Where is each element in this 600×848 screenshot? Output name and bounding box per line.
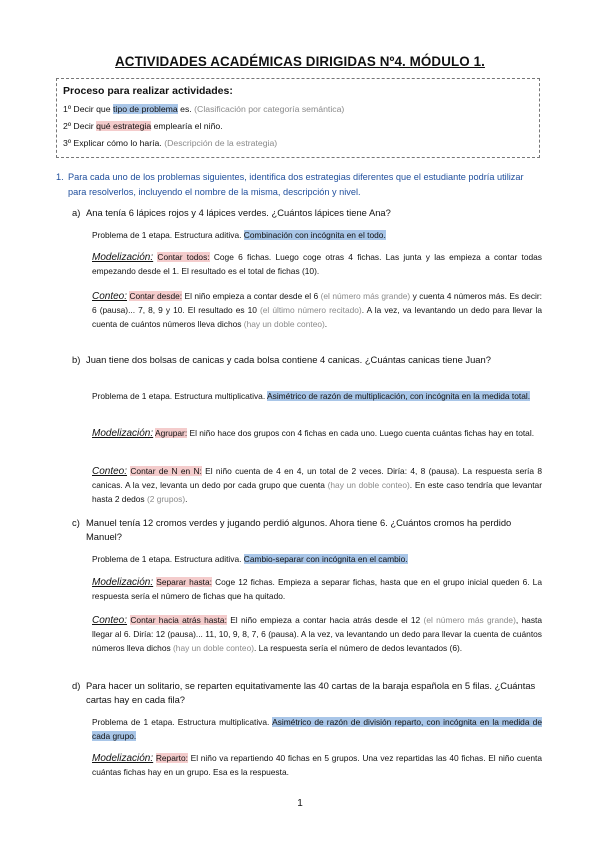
problem-b-strategy-2: Conteo: Contar de N en N: El niño cuenta de 4 en 4, un total de 2 veces. Diría: 4, 8 (pausa). La respuesta sería 8 canicas. A la vez, levanta un dedo por cada grupo que cuenta (hay un doble conteo). En este caso tendría que levantar hasta 2 dedos (2 grupos). bbox=[92, 466, 543, 504]
problem-d-type: Problema de 1 etapa. Estructura multiplicativa. Asimétrico de razón de división reparto, con incógnita en la medida de cada grupo. bbox=[92, 717, 542, 741]
problem-c-strategy-1: Modelización: Separar hasta: Coge 12 fichas. Empieza a separar fichas, hasta que en el grupo inicial queden 6. La respuesta sería el número de fichas que ha quitado. bbox=[92, 577, 542, 601]
question-1-text: Para cada uno de los problemas siguientes, identifica dos estrategias diferentes que el estudiante podría utilizar para resolverlos, incluyendo el nombre de la misma, descripción y nivel. bbox=[68, 172, 524, 197]
problem-a-type: Problema de 1 etapa. Estructura aditiva. Combinación con incógnita en el todo. bbox=[92, 230, 386, 240]
problem-d-strategy-1: Modelización: Reparto: El niño va repartiendo 40 fichas en 5 grupos. Una vez repartidas las 40 fichas. El niño cuenta cuántas fichas hay en un grupo. Esa es la respuesta. bbox=[92, 753, 543, 777]
problem-a-question: a) Ana tenía 6 lápices rojos y 4 lápices verdes. ¿Cuántos lápices tiene Ana? bbox=[72, 207, 391, 218]
problem-b-type: Problema de 1 etapa. Estructura multiplicativa. Asimétrico de razón de multiplicación, con incógnita en la medida total. bbox=[92, 391, 531, 401]
process-box bbox=[56, 78, 540, 158]
problem-d-question: d) Para hacer un solitario, se reparten equitativamente las 40 cartas de la baraja española en 5 filas. ¿Cuántas cartas hay en cada fila? bbox=[72, 680, 536, 705]
process-heading: Proceso para realizar actividades: bbox=[63, 85, 233, 97]
problem-a-strategy-2: Conteo: Contar desde: El niño empieza a contar desde el 6 (el número más grande) y cuenta 4 números más. Es decir: 6 (pausa)... 7, 8, 9 y 10. El resultado es 10 (el último número recitado). A la vez, va levantando un dedo para llevar la cuenta de cuántos números lleva dichos (hay un doble conteo). bbox=[92, 291, 543, 329]
problem-b-strategy-1: Modelización: Agrupar: El niño hace dos grupos con 4 fichas en cada uno. Luego cuenta cuántas fichas hay en total. bbox=[92, 428, 535, 439]
problem-c-type: Problema de 1 etapa. Estructura aditiva. Cambio-separar con incógnita en el cambio. bbox=[92, 554, 408, 564]
problem-c-strategy-2: Conteo: Contar hacia atrás hasta: El niño empieza a contar hacia atrás desde el 12 (el número más grande), hasta llegar al 6. Diría: 12 (pausa)... 11, 10, 9, 8, 7, 6 (pausa). A la vez, va levantando un dedo para llevar la cuenta de cuántos números lleva dichos (hay un doble conteo). La respuesta sería el número de dedos levantados (6). bbox=[92, 615, 543, 653]
question-1 bbox=[56, 170, 542, 199]
problem-a-strategy-1: Modelización: Contar todos: Coge 6 fichas. Luego coge otras 4 fichas. Las junta y las empieza a contar todas empezando desde el 1. El resultado es el total de fichas (10). bbox=[92, 252, 542, 276]
process-step-2: 2º Decir qué estrategia emplearía el niño. bbox=[63, 121, 223, 131]
process-step-3: 3º Explicar cómo lo haría. (Descripción de la estrategia) bbox=[63, 138, 278, 148]
problem-b-question: b) Juan tiene dos bolsas de canicas y cada bolsa contiene 4 canicas. ¿Cuántas canicas tiene Juan? bbox=[72, 354, 491, 365]
process-step-1: 1º Decir que tipo de problema es. (Clasificación por categoría semántica) bbox=[63, 104, 345, 114]
document-title: ACTIVIDADES ACADÉMICAS DIRIGIDAS Nº4. MÓDULO 1. bbox=[115, 54, 485, 69]
question-1-number: 1. bbox=[56, 172, 64, 182]
problem-c-question: c) Manuel tenía 12 cromos verdes y jugando perdió algunos. Ahora tiene 6. ¿Cuántos cromos ha perdido Manuel? bbox=[72, 517, 512, 542]
page-number: 1 bbox=[297, 798, 303, 809]
